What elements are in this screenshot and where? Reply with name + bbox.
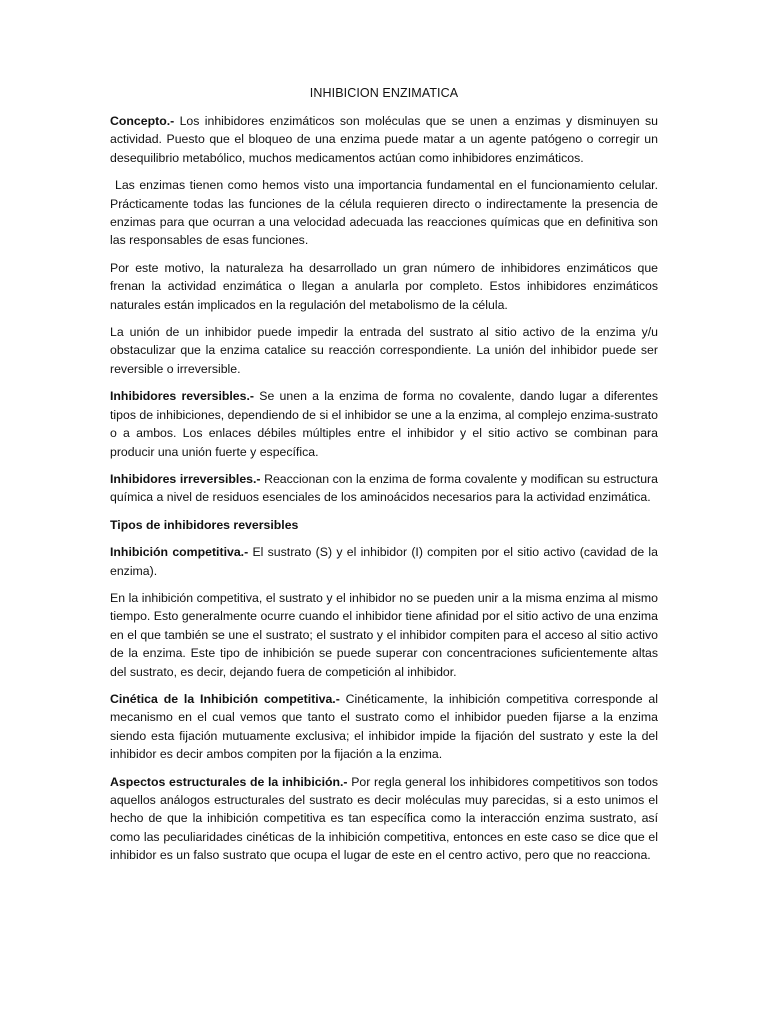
paragraph-lead: Cinética de la Inhibición competitiva.-	[110, 691, 340, 706]
paragraph-aspectos	[110, 773, 658, 865]
paragraph-lead: Inhibidores reversibles.-	[110, 389, 254, 404]
paragraph-lead: Inhibidores irreversibles.-	[110, 471, 261, 486]
section-heading-tipos	[110, 516, 658, 534]
paragraph-union	[110, 323, 658, 378]
paragraph-reversibles	[110, 387, 658, 461]
paragraph-text: Reaccionan con la enzima de forma covalente y modifican su estructura química a nivel de residuos esenciales de los aminoácidos necesarios para la actividad enzimática.	[110, 471, 658, 505]
paragraph-text: Por regla general los inhibidores competitivos son todos aquellos análogos estructurales del sustrato es decir moléculas muy parecidas, si a esto unimos el hecho de que la inhibición competitiva es tan específica como la interacción enzima sustrato, así como las peculiaridades cinéticas de la inhibición competitiva, entonces en este caso se dice que el inhibidor es un falso sustrato que ocupa el lugar de este en el centro activo, pero que no reacciona.	[110, 774, 658, 863]
paragraph-text: En la inhibición competitiva, el sustrato y el inhibidor no se pueden unir a la misma enzima al mismo tiempo. Esto generalmente ocurre cuando el inhibidor tiene afinidad por el sitio activo de una enzima en el que también se une el sustrato; el sustrato y el inhibidor compiten para el acceso al sitio activo de la enzima. Este tipo de inhibición se puede superar con concentraciones suficientemente altas del sustrato, es decir, dejando fuera de competición al inhibidor.	[110, 590, 658, 679]
paragraph-text: Se unen a la enzima de forma no covalente, dando lugar a diferentes tipos de inhibiciones, dependiendo de si el inhibidor se une a la enzima, al complejo enzima-sustrato o a ambos. Los enlaces débiles múltiples entre el inhibidor y el sitio activo se combinan para producir una unión fuerte y específica.	[110, 389, 658, 459]
paragraph-irreversibles	[110, 470, 658, 507]
paragraph-text: Los inhibidores enzimáticos son moléculas que se unen a enzimas y disminuyen su actividad. Puesto que el bloqueo de una enzima puede matar a un agente patógeno o corregir un desequilibrio metabólico, muchos medicamentos actúan como inhibidores enzimáticos.	[110, 114, 658, 165]
paragraph-lead: Inhibición competitiva.-	[110, 545, 249, 560]
paragraph-text: Las enzimas tienen como hemos visto una importancia fundamental en el funcionamiento celular. Prácticamente todas las funciones de la célula requieren directo o indirectamente la presencia de enzimas para que ocurran a una velocidad adecuada las reacciones químicas que en definitiva son las responsables de esas funciones.	[110, 178, 658, 248]
document-page	[110, 84, 658, 874]
paragraph-text: Cinéticamente, la inhibición competitiva corresponde al mecanismo en el cual vemos que tanto el sustrato como el inhibidor pueden fijarse a la enzima siendo esta fijación mutuamente exclusiva; el inhibidor impide la fijación del sustrato y este la del inhibidor es decir ambos compiten por la fijación a la enzima.	[110, 691, 658, 762]
paragraph-text: La unión de un inhibidor puede impedir la entrada del sustrato al sitio activo de la enzima y/u obstaculizar que la enzima catalice su reacción correspondiente. La unión del inhibidor puede ser reversible o irreversible.	[110, 325, 658, 376]
paragraph-text: Por este motivo, la naturaleza ha desarrollado un gran número de inhibidores enzimáticos que frenan la actividad enzimática o llegan a anularla por completo. Estos inhibidores enzimáticos naturales están implicados en la regulación del metabolismo de la célula.	[110, 260, 658, 312]
paragraph-text: El sustrato (S) y el inhibidor (I) compiten por el sitio activo (cavidad de la enzima).	[110, 545, 659, 578]
section-heading-text: Tipos de inhibidores reversibles	[110, 517, 299, 532]
paragraph-importancia	[110, 176, 658, 250]
paragraph-concepto	[110, 112, 658, 167]
paragraph-competitiva	[110, 543, 658, 580]
paragraph-lead: Aspectos estructurales de la inhibición.-	[110, 774, 348, 789]
paragraph-lead: Concepto.-	[110, 114, 175, 128]
document-title: INHIBICION ENZIMATICA	[309, 86, 459, 100]
paragraph-motivo	[110, 259, 658, 314]
paragraph-competitiva-detalle	[110, 589, 658, 681]
paragraph-cinetica	[110, 690, 658, 764]
